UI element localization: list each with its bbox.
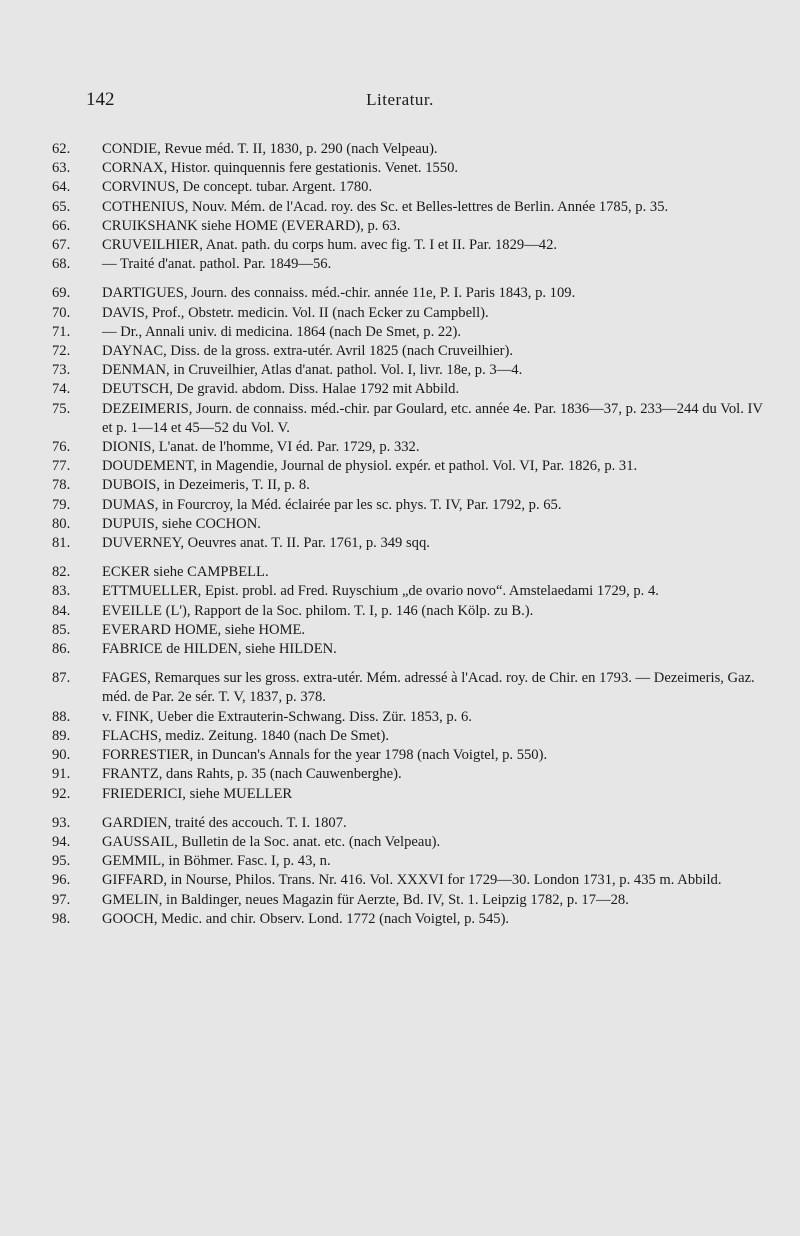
bibliography-entry <box>52 400 770 438</box>
entry-number: 81. <box>52 535 71 552</box>
entry-number: 92. <box>52 785 71 802</box>
entry-text: v. FINK, Ueber die Extrauterin-Schwang. Diss. Zür. 1853, p. 6. <box>102 708 472 725</box>
bibliography-entry <box>52 236 770 255</box>
bibliography-list <box>52 140 770 929</box>
bibliography-entry <box>52 602 770 621</box>
bibliography-entry <box>52 380 770 399</box>
bibliography-entry <box>52 496 770 515</box>
entry-text: GAUSSAIL, Bulletin de la Soc. anat. etc. (nach Velpeau). <box>102 833 441 850</box>
entry-text: — Traité d'anat. pathol. Par. 1849—56. <box>102 256 332 273</box>
entry-number: 66. <box>52 217 71 234</box>
bibliography-entry <box>52 515 770 534</box>
entry-number: 95. <box>52 853 71 870</box>
entry-text: DOUDEMENT, in Magendie, Journal de physiol. expér. et pathol. Vol. VI, Par. 1826, p. 31. <box>102 458 638 475</box>
entry-text: DUPUIS, siehe COCHON. <box>102 515 261 532</box>
entry-text: EVEILLE (L'), Rapport de la Soc. philom. T. I, p. 146 (nach Kölp. zu B.). <box>102 602 534 619</box>
entry-text: GEMMIL, in Böhmer. Fasc. I, p. 43, n. <box>102 853 331 870</box>
entry-text: CRUIKSHANK siehe HOME (EVERARD), p. 63. <box>102 217 401 234</box>
entry-number: 85. <box>52 621 71 638</box>
entry-number: 77. <box>52 458 71 475</box>
bibliography-entry <box>52 669 770 707</box>
entry-number: 78. <box>52 477 71 494</box>
entry-number: 67. <box>52 237 71 254</box>
entry-number: 91. <box>52 766 71 783</box>
page-number: 142 <box>86 89 115 110</box>
entry-number: 73. <box>52 362 71 379</box>
entry-number: 97. <box>52 891 71 908</box>
entry-text: FORRESTIER, in Duncan's Annals for the year 1798 (nach Voigtel, p. 550). <box>102 747 548 764</box>
entry-text: DUBOIS, in Dezeimeris, T. II, p. 8. <box>102 477 310 494</box>
bibliography-entry <box>52 640 770 659</box>
bibliography-entry <box>52 765 770 784</box>
entry-number: 69. <box>52 285 71 302</box>
entry-number: 71. <box>52 323 71 340</box>
bibliography-entry <box>52 457 770 476</box>
entry-number: 84. <box>52 602 71 619</box>
entry-text: GIFFARD, in Nourse, Philos. Trans. Nr. 416. Vol. XXXVI for 1729—30. London 1731, p. 435 m. Abbild. <box>102 872 722 889</box>
entry-number: 70. <box>52 304 71 321</box>
entry-number: 89. <box>52 727 71 744</box>
entry-text: DEZEIMERIS, Journ. de connaiss. méd.-chir. par Goulard, etc. année 4e. Par. 1836—37, p. 233—244 du Vol. IV et p. 1—14 et 45—52 du Vol. V. <box>102 400 763 436</box>
entry-number: 87. <box>52 670 71 687</box>
entry-number: 75. <box>52 400 71 417</box>
entry-text: EVERARD HOME, siehe HOME. <box>102 621 306 638</box>
bibliography-entry <box>52 621 770 640</box>
running-title: Literatur. <box>366 90 434 109</box>
entry-text: GMELIN, in Baldinger, neues Magazin für Aerzte, Bd. IV, St. 1. Leipzig 1782, p. 17—28. <box>102 891 629 908</box>
bibliography-entry <box>52 284 770 303</box>
bibliography-entry <box>52 361 770 380</box>
bibliography-entry <box>52 178 770 197</box>
bibliography-entry <box>52 871 770 890</box>
bibliography-entry <box>52 342 770 361</box>
entry-text: COTHENIUS, Nouv. Mém. de l'Acad. roy. des Sc. et Belles-lettres de Berlin. Année 1785, p. 35. <box>102 198 669 215</box>
bibliography-entry <box>52 910 770 929</box>
entry-text: DIONIS, L'anat. de l'homme, VI éd. Par. 1729, p. 332. <box>102 439 420 456</box>
bibliography-entry <box>52 582 770 601</box>
entry-text: FABRICE de HILDEN, siehe HILDEN. <box>102 641 337 658</box>
entry-number: 64. <box>52 179 71 196</box>
bibliography-entry <box>52 534 770 553</box>
entry-number: 83. <box>52 583 71 600</box>
bibliography-entry <box>52 217 770 236</box>
entry-number: 80. <box>52 515 71 532</box>
entry-number: 93. <box>52 814 71 831</box>
entry-text: DARTIGUES, Journ. des connaiss. méd.-chir. année 11e, P. I. Paris 1843, p. 109. <box>102 285 576 302</box>
bibliography-entry <box>52 814 770 833</box>
bibliography-entry <box>52 746 770 765</box>
bibliography-entry <box>52 852 770 871</box>
entry-text: DEUTSCH, De gravid. abdom. Diss. Halae 1792 mit Abbild. <box>102 381 460 398</box>
bibliography-entry <box>52 891 770 910</box>
entry-number: 76. <box>52 439 71 456</box>
entry-number: 79. <box>52 496 71 513</box>
entry-text: CORVINUS, De concept. tubar. Argent. 1780. <box>102 179 373 196</box>
entry-text: ETTMUELLER, Epist. probl. ad Fred. Ruyschium „de ovario novo“. Amstelaedami 1729, p. 4. <box>102 583 659 600</box>
entry-number: 86. <box>52 641 71 658</box>
bibliography-entry <box>52 708 770 727</box>
entry-number: 62. <box>52 141 71 157</box>
entry-text: FRANTZ, dans Rahts, p. 35 (nach Cauwenberghe). <box>102 766 402 783</box>
bibliography-entry <box>52 198 770 217</box>
bibliography-entry <box>52 727 770 746</box>
bibliography-entry <box>52 323 770 342</box>
entry-text: DAYNAC, Diss. de la gross. extra-utér. Avril 1825 (nach Cruveilhier). <box>102 343 513 360</box>
page-header <box>0 89 800 113</box>
bibliography-entry <box>52 476 770 495</box>
bibliography-entry <box>52 438 770 457</box>
bibliography-entry <box>52 833 770 852</box>
entry-text: FAGES, Remarques sur les gross. extra-utér. Mém. adressé à l'Acad. roy. de Chir. en 1793. — Dezeimeris, Gaz. méd. de Par. 2e sér. T. V, 1837, p. 378. <box>102 670 755 706</box>
entry-text: DENMAN, in Cruveilhier, Atlas d'anat. pathol. Vol. I, livr. 18e, p. 3—4. <box>102 362 523 379</box>
entry-number: 65. <box>52 198 71 215</box>
entry-number: 74. <box>52 381 71 398</box>
bibliography-entry <box>52 785 770 804</box>
entry-text: CONDIE, Revue méd. T. II, 1830, p. 290 (nach Velpeau). <box>102 141 438 157</box>
entry-text: DUMAS, in Fourcroy, la Méd. éclairée par les sc. phys. T. IV, Par. 1792, p. 65. <box>102 496 562 513</box>
entry-text: — Dr., Annali univ. di medicina. 1864 (nach De Smet, p. 22). <box>102 323 461 340</box>
entry-text: CRUVEILHIER, Anat. path. du corps hum. avec fig. T. I et II. Par. 1829—42. <box>102 237 558 254</box>
entry-text: FRIEDERICI, siehe MUELLER <box>102 785 293 802</box>
entry-number: 98. <box>52 910 71 927</box>
entry-text: CORNAX, Histor. quinquennis fere gestationis. Venet. 1550. <box>102 160 459 177</box>
entry-number: 90. <box>52 747 71 764</box>
bibliography-entry <box>52 159 770 178</box>
entry-number: 96. <box>52 872 71 889</box>
entry-number: 88. <box>52 708 71 725</box>
entry-text: FLACHS, mediz. Zeitung. 1840 (nach De Smet). <box>102 727 389 744</box>
bibliography-entry <box>52 255 770 274</box>
entry-number: 63. <box>52 160 71 177</box>
bibliography-entry <box>52 140 770 159</box>
entry-text: ECKER siehe CAMPBELL. <box>102 564 269 581</box>
entry-text: GOOCH, Medic. and chir. Observ. Lond. 1772 (nach Voigtel, p. 545). <box>102 910 510 927</box>
entry-text: DUVERNEY, Oeuvres anat. T. II. Par. 1761, p. 349 sqq. <box>102 535 430 552</box>
entry-text: DAVIS, Prof., Obstetr. medicin. Vol. II (nach Ecker zu Campbell). <box>102 304 489 321</box>
entry-text: GARDIEN, traité des accouch. T. I. 1807. <box>102 814 347 831</box>
entry-number: 68. <box>52 256 71 273</box>
bibliography-entry <box>52 563 770 582</box>
entry-number: 72. <box>52 343 71 360</box>
entry-number: 94. <box>52 833 71 850</box>
bibliography-entry <box>52 304 770 323</box>
entry-number: 82. <box>52 564 71 581</box>
